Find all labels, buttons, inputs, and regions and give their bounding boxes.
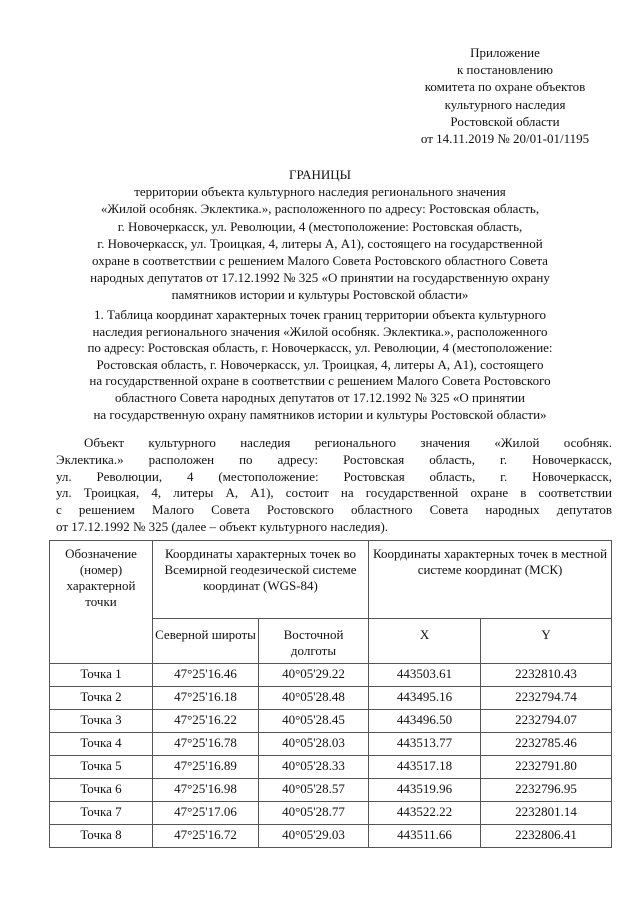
latitude-cell: 47°25'16.18	[153, 687, 259, 710]
title-line: г. Новочеркасск, ул. Революции, 4 (местоположение: Ростовская область,	[117, 218, 523, 234]
longitude-cell: 40°05'29.22	[259, 664, 369, 687]
longitude-cell: 40°05'28.57	[259, 779, 369, 802]
longitude-cell: 40°05'28.33	[259, 756, 369, 779]
section-line: Ростовская область, г. Новочеркасск, ул. Троицкая, 4, литеры А, А1), состоящего	[96, 356, 544, 372]
section-line: по адресу: Ростовская область, г. Новочеркасск, ул. Революции, 4 (местоположение:	[87, 340, 553, 356]
x-coordinate-cell: 443503.61	[369, 664, 481, 687]
table-row	[50, 756, 612, 779]
appendix-line: к постановлению	[456, 62, 554, 78]
y-coordinate-cell: 2232796.95	[481, 779, 612, 802]
longitude-cell: 40°05'28.03	[259, 733, 369, 756]
header-north-latitude: Северной широты	[153, 619, 259, 664]
x-coordinate-cell: 443522.22	[369, 802, 481, 825]
x-coordinate-cell: 443496.50	[369, 710, 481, 733]
table-row	[50, 825, 612, 848]
table-row	[50, 710, 612, 733]
x-coordinate-cell: 443495.16	[369, 687, 481, 710]
y-coordinate-cell: 2232806.41	[481, 825, 612, 848]
point-name-cell: Точка 6	[50, 779, 153, 802]
y-coordinate-cell: 2232794.74	[481, 687, 612, 710]
y-coordinate-cell: 2232791.80	[481, 756, 612, 779]
appendix-block	[380, 44, 630, 147]
x-coordinate-cell: 443517.18	[369, 756, 481, 779]
title-line: охране в соответствии с решением Малого Совета Ростовского областного Совета	[92, 253, 548, 269]
appendix-line: Ростовской области	[450, 113, 560, 129]
y-coordinate-cell: 2232785.46	[481, 733, 612, 756]
longitude-cell: 40°05'29.03	[259, 825, 369, 848]
header-y: Y	[481, 619, 612, 664]
appendix-line: культурного наследия	[444, 96, 566, 112]
y-coordinate-cell: 2232810.43	[481, 664, 612, 687]
appendix-line: комитета по охране объектов	[424, 79, 586, 95]
latitude-cell: 47°25'16.46	[153, 664, 259, 687]
appendix-line: от 14.11.2019 № 20/01-01/1195	[420, 131, 590, 147]
x-coordinate-cell: 443513.77	[369, 733, 481, 756]
point-name-cell: Точка 4	[50, 733, 153, 756]
table-row	[50, 779, 612, 802]
appendix-line: Приложение	[470, 45, 540, 60]
latitude-cell: 47°25'17.06	[153, 802, 259, 825]
latitude-cell: 47°25'16.22	[153, 710, 259, 733]
y-coordinate-cell: 2232801.14	[481, 802, 612, 825]
title-line: «Жилой особняк. Эклектика.», расположенного по адресу: Ростовская область,	[100, 201, 540, 217]
title-line: г. Новочеркасск, ул. Троицкая, 4, литеры А, А1), состоящего на государственной	[97, 235, 543, 251]
coordinates-table	[49, 540, 612, 848]
section-line: областного Совета народных депутатов от 17.12.1992 № 325 «О принятии	[115, 389, 525, 405]
table-row	[50, 802, 612, 825]
latitude-cell: 47°25'16.98	[153, 779, 259, 802]
paragraph-line: от 17.12.1992 № 325 (далее – объект культурного наследия).	[56, 518, 389, 534]
paragraph-line: ул. Революции, 4 (местоположение: Ростовская область, г. Новочеркасск,	[56, 468, 612, 484]
y-coordinate-cell: 2232794.07	[481, 710, 612, 733]
header-x: X	[369, 619, 481, 664]
header-east-longitude: Восточной долготы	[259, 619, 369, 664]
point-name-cell: Точка 7	[50, 802, 153, 825]
header-wgs: Координаты характерных точек во Всемирной геодезической системе координат (WGS-84)	[153, 541, 369, 619]
table-row	[50, 664, 612, 687]
title-line: памятников истории и культуры Ростовской области»	[171, 287, 469, 303]
paragraph-line: с решением Малого Совета Ростовского областного Совета народных депутатов	[56, 502, 612, 518]
header-msk: Координаты характерных точек в местной системе координат (МСК)	[369, 541, 612, 619]
paragraph-line: Объект культурного наследия регионального значения «Жилой особняк.	[84, 435, 612, 450]
longitude-cell: 40°05'28.77	[259, 802, 369, 825]
document-title	[0, 166, 640, 304]
title-line: территории объекта культурного наследия регионального значения	[134, 184, 506, 200]
section-line: на государственной охране в соответствии с решением Малого Совета Ростовского	[89, 373, 551, 389]
longitude-cell: 40°05'28.45	[259, 710, 369, 733]
table-header-row	[50, 541, 612, 619]
longitude-cell: 40°05'28.48	[259, 687, 369, 710]
table-body	[50, 664, 612, 848]
point-name-cell: Точка 8	[50, 825, 153, 848]
point-name-cell: Точка 2	[50, 687, 153, 710]
page-bottom-margin	[0, 848, 640, 905]
x-coordinate-cell: 443519.96	[369, 779, 481, 802]
table-row	[50, 687, 612, 710]
x-coordinate-cell: 443511.66	[369, 825, 481, 848]
section-line: 1. Таблица координат характерных точек границ территории объекта культурного	[94, 307, 546, 322]
section-line: на государственную охрану памятников истории и культуры Ростовской области»	[93, 406, 547, 422]
title-line: народных депутатов от 17.12.1992 № 325 «О принятии на государственную охрану	[90, 270, 550, 286]
point-name-cell: Точка 5	[50, 756, 153, 779]
point-name-cell: Точка 3	[50, 710, 153, 733]
latitude-cell: 47°25'16.78	[153, 733, 259, 756]
header-designation: Обозначение (номер) характерной точки	[50, 541, 153, 664]
latitude-cell: 47°25'16.89	[153, 756, 259, 779]
point-name-cell: Точка 1	[50, 664, 153, 687]
paragraph-line: Эклектика.» расположен по адресу: Ростовская область, г. Новочеркасск,	[56, 451, 612, 467]
section-heading	[0, 307, 640, 423]
description-paragraph	[56, 435, 612, 536]
title-heading: ГРАНИЦЫ	[289, 167, 351, 182]
table-row	[50, 733, 612, 756]
paragraph-line: ул. Троицкая, 4, литеры А, А1), состоит на государственной охране в соответствии	[56, 485, 612, 501]
section-line: наследия регионального значения «Жилой особняк. Эклектика.», расположенного	[92, 323, 548, 339]
latitude-cell: 47°25'16.72	[153, 825, 259, 848]
